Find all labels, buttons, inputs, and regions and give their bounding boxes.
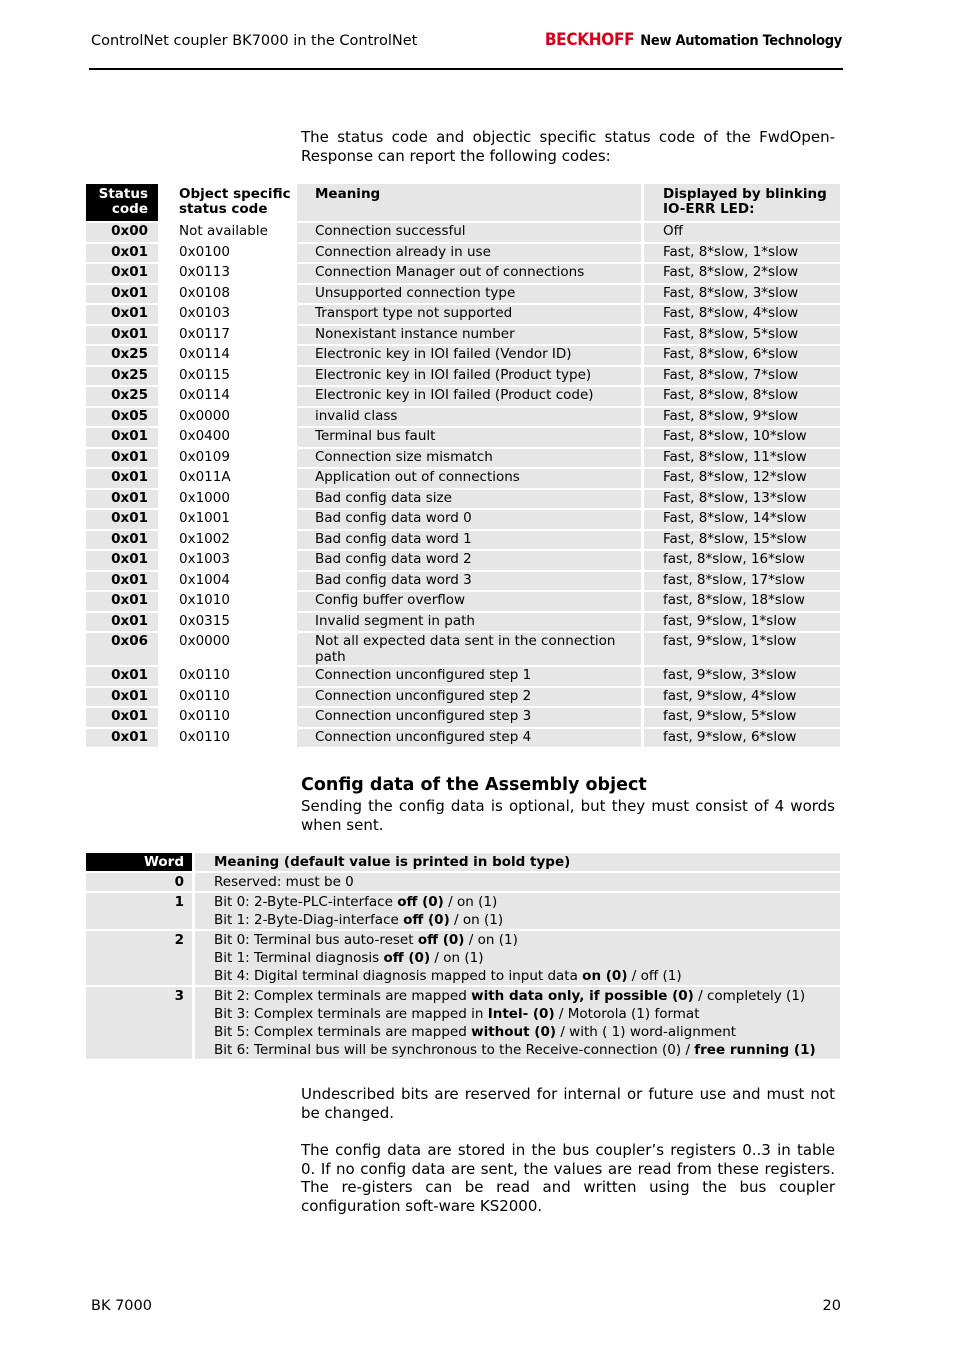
table-row [86, 893, 840, 929]
bit-description [214, 967, 840, 985]
object-status-cell: 0x0114 [161, 346, 294, 365]
object-status-cell: 0x1001 [161, 510, 294, 529]
status-code-cell: 0x01 [86, 490, 158, 509]
meaning-cell [195, 893, 840, 929]
table-row [86, 531, 840, 550]
led-pattern-cell: fast, 9*slow, 6*slow [644, 729, 840, 748]
brand-logo [545, 30, 842, 50]
meaning-cell: Bad config data word 3 [297, 572, 641, 591]
object-status-cell: 0x1010 [161, 592, 294, 611]
table-row [86, 729, 840, 748]
status-code-cell: 0x01 [86, 264, 158, 283]
bit-description [214, 931, 840, 949]
meaning-cell: Connection successful [297, 223, 641, 242]
object-status-cell: 0x0110 [161, 667, 294, 686]
bit-description [214, 911, 840, 929]
text-segment: Bit 1: Terminal diagnosis [214, 950, 384, 966]
status-code-cell: 0x05 [86, 408, 158, 427]
object-status-cell: 0x0108 [161, 285, 294, 304]
header-divider [89, 68, 843, 70]
table-row [86, 387, 840, 406]
meaning-cell: Connection unconfigured step 1 [297, 667, 641, 686]
meaning-cell: Electronic key in IOI failed (Vendor ID) [297, 346, 641, 365]
status-code-cell: 0x00 [86, 223, 158, 242]
table-row [86, 708, 840, 727]
led-pattern-cell: Fast, 8*slow, 12*slow [644, 469, 840, 488]
column-header: Displayed by blinking IO-ERR LED: [644, 184, 840, 221]
default-value: with data only, if possible (0) [471, 988, 694, 1004]
object-status-cell: 0x0117 [161, 326, 294, 345]
status-code-cell: 0x01 [86, 449, 158, 468]
bit-description [214, 873, 840, 891]
table-header-row [86, 853, 840, 871]
status-code-cell: 0x01 [86, 469, 158, 488]
status-code-cell: 0x01 [86, 510, 158, 529]
meaning-cell: Bad config data word 1 [297, 531, 641, 550]
table-row [86, 572, 840, 591]
led-pattern-cell: Fast, 8*slow, 11*slow [644, 449, 840, 468]
text-segment: Bit 1: 2-Byte-Diag-interface [214, 912, 404, 928]
object-status-cell: 0x1004 [161, 572, 294, 591]
meaning-cell: Terminal bus fault [297, 428, 641, 447]
table-row [86, 688, 840, 707]
default-value: off (0) [397, 894, 444, 910]
text-segment: / with ( 1) word-alignment [556, 1024, 737, 1040]
text-segment: Bit 3: Complex terminals are mapped in [214, 1006, 488, 1022]
text-segment: Bit 4: Digital terminal diagnosis mapped to input data [214, 968, 583, 984]
default-value: off (0) [403, 912, 450, 928]
led-pattern-cell: Fast, 8*slow, 14*slow [644, 510, 840, 529]
status-code-table [83, 182, 843, 749]
led-pattern-cell: fast, 9*slow, 1*slow [644, 633, 840, 665]
meaning-cell: Nonexistant instance number [297, 326, 641, 345]
led-pattern-cell: fast, 8*slow, 16*slow [644, 551, 840, 570]
meaning-cell [195, 987, 840, 1059]
status-code-cell: 0x01 [86, 708, 158, 727]
meaning-cell: Connection unconfigured step 3 [297, 708, 641, 727]
led-pattern-cell: Fast, 8*slow, 8*slow [644, 387, 840, 406]
text-segment: / on (1) [443, 894, 498, 910]
meaning-cell: Bad config data word 0 [297, 510, 641, 529]
object-status-cell: 0x1003 [161, 551, 294, 570]
note-paragraph: Undescribed bits are reserved for internal or future use and must not be changed. [301, 1085, 835, 1122]
status-code-cell: 0x01 [86, 592, 158, 611]
meaning-cell: invalid class [297, 408, 641, 427]
text-segment: Bit 5: Complex terminals are mapped [214, 1024, 472, 1040]
status-code-cell: 0x01 [86, 244, 158, 263]
led-pattern-cell: fast, 9*slow, 3*slow [644, 667, 840, 686]
status-code-cell: 0x01 [86, 428, 158, 447]
led-pattern-cell: fast, 9*slow, 1*slow [644, 613, 840, 632]
status-code-cell: 0x25 [86, 346, 158, 365]
document-title: ControlNet coupler BK7000 in the ControlNet [91, 33, 418, 49]
status-code-cell: 0x01 [86, 551, 158, 570]
table-row [86, 264, 840, 283]
bit-description [214, 949, 840, 967]
text-segment: / completely (1) [693, 988, 806, 1004]
status-code-cell: 0x01 [86, 305, 158, 324]
table-row [86, 469, 840, 488]
meaning-cell: Not all expected data sent in the connection path [297, 633, 641, 665]
default-value: Intel- (0) [487, 1006, 555, 1022]
object-status-cell: 0x0110 [161, 729, 294, 748]
table-row [86, 613, 840, 632]
meaning-cell: Connection already in use [297, 244, 641, 263]
word-cell: 2 [86, 931, 192, 985]
meaning-cell: Config buffer overflow [297, 592, 641, 611]
table-row [86, 305, 840, 324]
text-segment: / Motorola (1) format [554, 1006, 700, 1022]
object-status-cell: 0x0000 [161, 633, 294, 665]
text-segment: / on (1) [464, 932, 518, 948]
meaning-cell: Invalid segment in path [297, 613, 641, 632]
table-row [86, 244, 840, 263]
meaning-cell [195, 931, 840, 985]
table-row [86, 592, 840, 611]
object-status-cell: 0x0110 [161, 708, 294, 727]
led-pattern-cell: fast, 8*slow, 17*slow [644, 572, 840, 591]
led-pattern-cell: Fast, 8*slow, 13*slow [644, 490, 840, 509]
table-row [86, 428, 840, 447]
text-segment: / off (1) [627, 968, 682, 984]
column-header: Status code [86, 184, 158, 221]
status-code-cell: 0x01 [86, 613, 158, 632]
column-header: Meaning [297, 184, 641, 221]
object-status-cell: 0x0400 [161, 428, 294, 447]
status-code-cell: 0x01 [86, 688, 158, 707]
config-data-table [83, 851, 843, 1061]
object-status-cell: 0x0315 [161, 613, 294, 632]
led-pattern-cell: Fast, 8*slow, 7*slow [644, 367, 840, 386]
led-pattern-cell: fast, 9*slow, 5*slow [644, 708, 840, 727]
config-intro: Sending the config data is optional, but they must consist of 4 words when sent. [301, 797, 835, 834]
status-code-cell: 0x01 [86, 531, 158, 550]
column-header: Meaning (default value is printed in bold type) [195, 853, 840, 871]
default-value: without (0) [471, 1024, 557, 1040]
meaning-cell: Connection Manager out of connections [297, 264, 641, 283]
table-row [86, 490, 840, 509]
note-paragraph: The config data are stored in the bus coupler’s registers 0..3 in table 0. If no config data are sent, the values are read from these registers. The re-gisters can be read and written using the bus coupler configuration soft-ware KS2000. [301, 1141, 835, 1215]
meaning-cell: Connection unconfigured step 4 [297, 729, 641, 748]
bit-description [214, 1023, 840, 1041]
status-code-cell: 0x01 [86, 667, 158, 686]
table-row [86, 326, 840, 345]
led-pattern-cell: fast, 8*slow, 18*slow [644, 592, 840, 611]
brand-name: BECKHOFF [544, 30, 635, 50]
table-row [86, 223, 840, 242]
status-table-body [86, 223, 840, 747]
brand-tagline: New Automation Technology [640, 33, 842, 49]
meaning-cell: Bad config data size [297, 490, 641, 509]
default-value: free running (1) [694, 1042, 816, 1058]
intro-paragraph: The status code and objectic specific status code of the FwdOpen-Response can report the following codes: [301, 128, 835, 165]
table-row [86, 987, 840, 1059]
table-row [86, 408, 840, 427]
table-row [86, 667, 840, 686]
table-row [86, 367, 840, 386]
status-code-cell: 0x01 [86, 572, 158, 591]
table-row [86, 449, 840, 468]
status-code-cell: 0x01 [86, 326, 158, 345]
text-segment: Bit 0: 2-Byte-PLC-interface [214, 894, 398, 910]
status-code-cell: 0x25 [86, 367, 158, 386]
object-status-cell: 0x1000 [161, 490, 294, 509]
bit-description [214, 987, 840, 1005]
status-code-cell: 0x06 [86, 633, 158, 665]
status-code-cell: 0x01 [86, 285, 158, 304]
text-segment: Bit 6: Terminal bus will be synchronous to the Receive-connection (0) / [214, 1042, 695, 1058]
meaning-cell: Connection size mismatch [297, 449, 641, 468]
default-value: off (0) [417, 932, 465, 948]
bit-description [214, 1005, 840, 1023]
word-cell: 1 [86, 893, 192, 929]
led-pattern-cell: Fast, 8*slow, 5*slow [644, 326, 840, 345]
table-row [86, 285, 840, 304]
object-status-cell: 0x0113 [161, 264, 294, 283]
led-pattern-cell: fast, 9*slow, 4*slow [644, 688, 840, 707]
object-status-cell: 0x0115 [161, 367, 294, 386]
table-row [86, 346, 840, 365]
object-status-cell: 0x0100 [161, 244, 294, 263]
meaning-cell: Bad config data word 2 [297, 551, 641, 570]
default-value: off (0) [383, 950, 431, 966]
table-row [86, 873, 840, 891]
object-status-cell: 0x0109 [161, 449, 294, 468]
text-segment: / on (1) [449, 912, 504, 928]
led-pattern-cell: Off [644, 223, 840, 242]
table-row [86, 633, 840, 665]
led-pattern-cell: Fast, 8*slow, 4*slow [644, 305, 840, 324]
meaning-cell: Electronic key in IOI failed (Product type) [297, 367, 641, 386]
object-status-cell: 0x1002 [161, 531, 294, 550]
footer-product: BK 7000 [91, 1298, 152, 1314]
bit-description [214, 1041, 840, 1059]
page-number: 20 [822, 1298, 841, 1314]
bit-description [214, 893, 840, 911]
led-pattern-cell: Fast, 8*slow, 10*slow [644, 428, 840, 447]
meaning-cell: Unsupported connection type [297, 285, 641, 304]
led-pattern-cell: Fast, 8*slow, 2*slow [644, 264, 840, 283]
table-row [86, 510, 840, 529]
object-status-cell: 0x0000 [161, 408, 294, 427]
word-cell: 3 [86, 987, 192, 1059]
meaning-cell: Electronic key in IOI failed (Product code) [297, 387, 641, 406]
led-pattern-cell: Fast, 8*slow, 6*slow [644, 346, 840, 365]
led-pattern-cell: Fast, 8*slow, 1*slow [644, 244, 840, 263]
status-code-cell: 0x25 [86, 387, 158, 406]
table-header-row [86, 184, 840, 221]
text-segment: Bit 0: Terminal bus auto-reset [214, 932, 418, 948]
text-segment: / on (1) [430, 950, 484, 966]
led-pattern-cell: Fast, 8*slow, 3*slow [644, 285, 840, 304]
object-status-cell: 0x011A [161, 469, 294, 488]
meaning-cell: Application out of connections [297, 469, 641, 488]
led-pattern-cell: Fast, 8*slow, 15*slow [644, 531, 840, 550]
object-status-cell: 0x0114 [161, 387, 294, 406]
meaning-cell: Transport type not supported [297, 305, 641, 324]
text-segment: Bit 2: Complex terminals are mapped [214, 988, 472, 1004]
word-cell: 0 [86, 873, 192, 891]
table-row [86, 931, 840, 985]
object-status-cell: 0x0110 [161, 688, 294, 707]
table-row [86, 551, 840, 570]
meaning-cell [195, 873, 840, 891]
text-segment: Reserved: must be 0 [214, 874, 354, 890]
default-value: on (0) [582, 968, 628, 984]
meaning-cell: Connection unconfigured step 2 [297, 688, 641, 707]
column-header: Object specific status code [161, 184, 294, 221]
object-status-cell: Not available [161, 223, 294, 242]
config-table-body [86, 873, 840, 1059]
status-code-cell: 0x01 [86, 729, 158, 748]
led-pattern-cell: Fast, 8*slow, 9*slow [644, 408, 840, 427]
object-status-cell: 0x0103 [161, 305, 294, 324]
section-heading: Config data of the Assembly object [301, 775, 647, 795]
column-header: Word [86, 853, 192, 871]
